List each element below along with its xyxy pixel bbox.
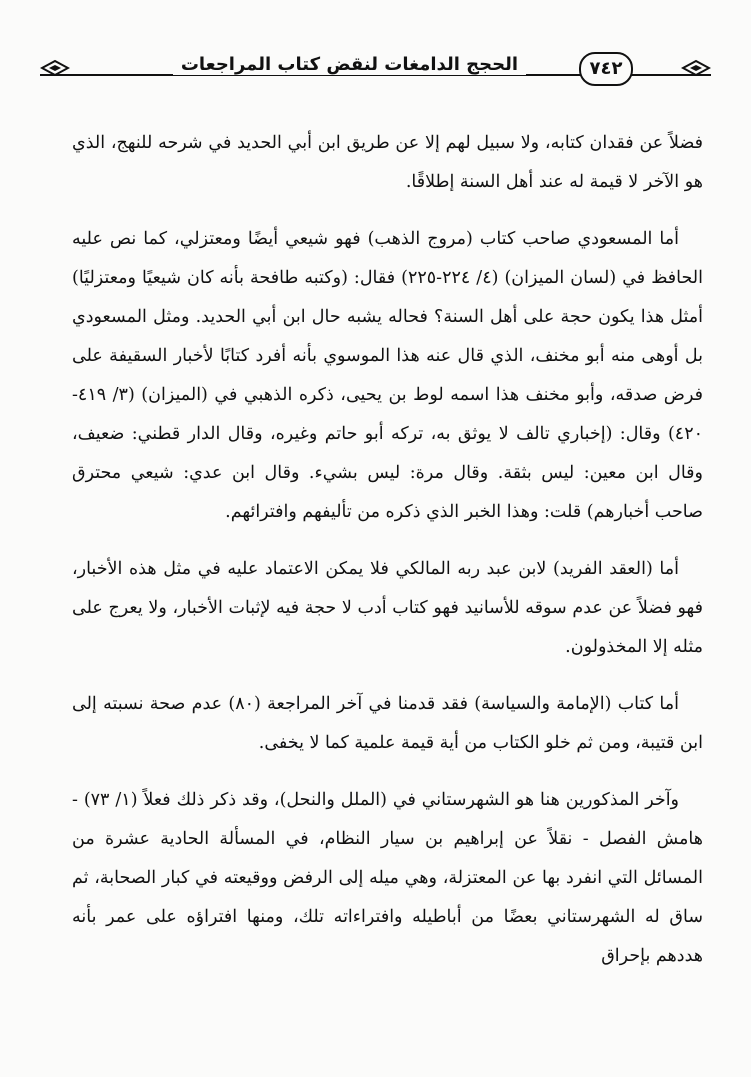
running-header	[40, 46, 711, 92]
paragraph: أما كتاب (الإمامة والسياسة) فقد قدمنا في آخر المراجعة (٨٠) عدم صحة نسبته إلى ابن قتيبة، ومن ثم خلو الكتاب من أية قيمة علمية كما لا يخفى.	[72, 694, 703, 753]
ornament-icon	[681, 59, 711, 77]
paragraph: أما (العقد الفريد) لابن عبد ربه المالكي فلا يمكن الاعتماد عليه في مثل هذه الأخبار، فهو فضلاً عن عدم سوقه للأسانيد فهو كتاب أدب لا حجة فيه لإثبات الأخبار، ولا يعرج على مثله إلا المخذولون.	[72, 559, 703, 657]
page-number: ٧٤٢	[579, 52, 633, 86]
page-body	[72, 124, 703, 994]
ornament-icon	[40, 59, 70, 77]
paragraph: أما المسعودي صاحب كتاب (مروج الذهب) فهو شيعي أيضًا ومعتزلي، كما نص عليه الحافظ في (لسان الميزان) (٤/ ٢٢٤-٢٢٥) فقال: (وكتبه طافحة بأنه كان شيعيًا ومعتزليًا) أمثل هذا يكون حجة على أهل السنة؟ فحاله يشبه حال ابن أبي الحديد. ومثل المسعودي بل أوهى منه أبو مخنف، الذي قال عنه هذا الموسوي بأنه أفرد كتابًا لأخبار السقيفة على فرض صدقه، وأبو مخنف هذا اسمه لوط بن يحيى، ذكره الذهبي في (الميزان) (٣/ ٤١٩- ٤٢٠) وقال: (إخباري تالف لا يوثق به، تركه أبو حاتم وغيره، وقال الدار قطني: ضعيف، وقال ابن معين: ليس بثقة. وقال مرة: ليس بشيء. وقال ابن عدي: شيعي محترق صاحب أخبارهم) قلت: وهذا الخبر الذي ذكره من تأليفهم وافترائهم.	[72, 229, 703, 522]
running-title: الحجج الدامغات لنقض كتاب المراجعات	[173, 54, 526, 75]
paragraph: وآخر المذكورين هنا هو الشهرستاني في (الملل والنحل)، وقد ذكر ذلك فعلاً (١/ ٧٣) - هامش الفصل - نقلاً عن إبراهيم بن سيار النظام، في المسألة الحادية عشرة من المسائل التي انفرد بها عن المعتزلة، وهي ميله إلى الرفض ووقيعته في كبار الصحابة، ثم ساق له الشهرستاني بعضًا من أباطيله وافتراءاته تلك، ومنها افتراؤه على عمر بأنه هددهم بإحراق	[72, 790, 703, 966]
paragraph: فضلاً عن فقدان كتابه، ولا سبيل لهم إلا عن طريق ابن أبي الحديد في شرحه للنهج، الذي هو الآخر لا قيمة له عند أهل السنة إطلاقًا.	[72, 133, 703, 192]
